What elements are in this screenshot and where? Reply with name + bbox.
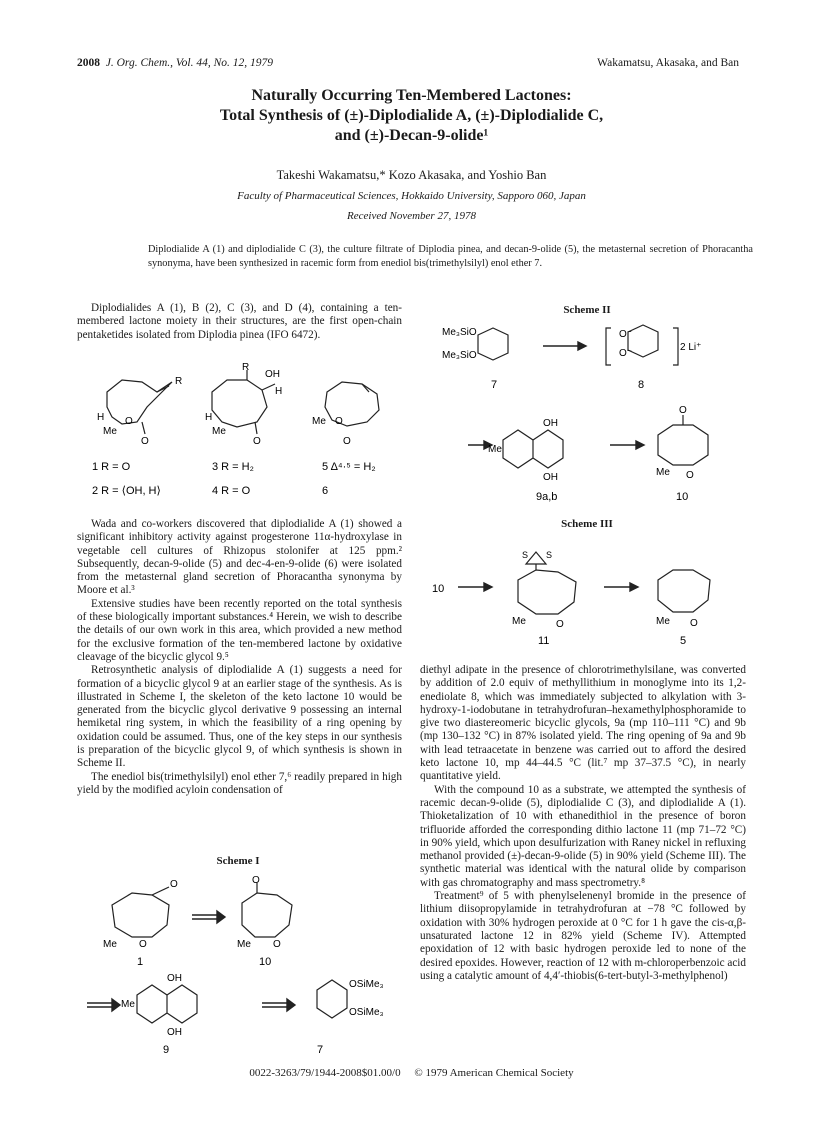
scheme-1-label-10: 10 (259, 956, 272, 968)
bicyclic-glycol-9ab (503, 430, 563, 468)
ring-compound-10 (242, 893, 292, 937)
reaction-arrow (604, 583, 638, 591)
silyl-label: Me₃SiO (442, 350, 477, 361)
retro-arrow (262, 999, 295, 1011)
reaction-arrow (610, 441, 644, 449)
silyl-label: OSiMe₃ (349, 1007, 384, 1018)
scheme-1-title: Scheme I (216, 855, 260, 867)
compound-label-3: 3 R = H₂ (212, 461, 254, 473)
retro-arrow (192, 911, 225, 923)
carbonyl-o-label: O (679, 405, 687, 416)
silyl-label: OSiMe₃ (349, 979, 384, 990)
carbonyl-o-label: O (273, 939, 281, 950)
title-line-2: Total Synthesis of (±)-Diplodialide A, (±)-Diplodialide C, (219, 107, 604, 124)
carbonyl-o-label: O (690, 618, 698, 629)
me-label: Me (488, 444, 502, 455)
paragraph: With the compound 10 as a substrate, we attempted the synthesis of racemic decan-9-olide (5), diplodialide C (3), and diplodialide A (1). Thioketalization of 10 with ethanedithiol in the presence of boron trifluoride afforded the corresponding dithio lactone 11 (mp 71–72 °C) in 90% yield, which upon desulfurization with Raney nickel in refluxing methanol provided (±)-decan-9-olide (5) in 90% yield (Scheme III). The synthetic material was identical with the natural olide by comparison with gas chromatography and mass spectrometry.⁸ (420, 783, 746, 889)
carbonyl-o-5: O (343, 436, 351, 447)
compound-label-6: 6 (322, 485, 329, 497)
me-label: Me (512, 616, 526, 627)
article-code: 0022-3263/79/1944-2008$01.00/0 (249, 1067, 401, 1079)
me-label: Me (121, 999, 135, 1010)
substituent-r-1: R (175, 376, 183, 387)
scheme-3-label-11: 11 (538, 635, 550, 647)
me-label: Me (656, 467, 670, 478)
title-line-1: Naturally Occurring Ten-Membered Lactones: (251, 87, 572, 104)
me-label: Me (103, 939, 117, 950)
compound-label-1: 1 R = O (92, 461, 131, 473)
running-header-left (77, 57, 273, 69)
compound-label-5: 5 Δ⁴·⁵ = H₂ (322, 461, 376, 473)
scheme-1-label-9: 9 (163, 1044, 170, 1056)
sulfur-label: S (546, 550, 553, 560)
right-col-body (420, 664, 746, 983)
paragraph: Diplodialides A (1), B (2), C (3), and D (4), containing a ten-membered lactone moiety in their structures, are the first open-chain pentaketides isolated from Diplodia pinea (IFO 6472). (77, 302, 402, 341)
carbonyl-o-label: O (139, 939, 147, 950)
left-col-intro (77, 302, 402, 342)
bis-silyl-ether-7 (317, 980, 347, 1018)
me-label: Me (237, 939, 251, 950)
carbonyl-o-1: O (141, 436, 149, 447)
paragraph: diethyl adipate in the presence of chlorotrimethylsilane, was converted by addition of 2.0 equiv of methyllithium in monoglyme into its 1,2-enediolate 8, which was immediately subjected to alkylation with 3-hydroxy-1-iodobutane in tetrahydrofuran–hexamethylphosphoramide to give two diastereomeric bicyclic glycols, 9a (mp 110–111 °C) and 9b (mp 130–132 °C) in 87% isolated yield. The ring opening of 9a and 9b with lead tetraacetate in benzene was carried out to afford the desired keto lactone 10, mp 44–44.5 °C (lit.⁷ mp 37–37.5 °C), in nearly quantitative yield. (420, 664, 746, 783)
compound-structures-figure (77, 362, 407, 510)
copyright-notice: © 1979 American Chemical Society (414, 1067, 574, 1079)
macrolactone-ring-3 (212, 380, 267, 427)
abstract: Diplodialide A (1) and diplodialide C (3), the culture filtrate of Diplodia pinea, and decan-9-olide (5), the metasternal secretion of Phoracantha synonyma, have been synthesized in racemic form from enediol bis(trimethylsilyl) enol ether 7. (148, 244, 753, 269)
bicyclic-glycol-9 (137, 985, 197, 1023)
paragraph: Retrosynthetic analysis of diplodialide A (1) suggests a need for formation of a bicyclic glycol 9 at an earlier stage of the synthesis. As is illustrated in Scheme I, the skeleton of the keto lactone 10 would be generated from the bicyclic glycol derivative 9 possessing an internal hemiketal ring system, in which the feasibility of a ring opening by oxidation could be assumed. Thus, one of the key steps in our synthesis is preparation of the bicyclic glycol 9, of which synthesis is shown in Scheme II. (77, 664, 402, 770)
scheme-2-label-7: 7 (491, 379, 498, 391)
footer (0, 1067, 823, 1079)
retro-arrow (87, 999, 120, 1011)
keto-lactone-10 (658, 425, 708, 465)
o-label-1: O (125, 416, 133, 427)
scheme-3-label-10: 10 (432, 583, 445, 595)
scheme-1-label-1: 1 (137, 956, 144, 968)
me-label: Me (656, 616, 670, 627)
me-label-5: Me (312, 416, 326, 427)
me-label-3: Me (212, 426, 226, 437)
h-label-3b: H (205, 412, 213, 423)
compound-label-4: 4 R = O (212, 485, 251, 497)
decanolide-5 (658, 570, 710, 612)
oxide-label: O⁻ (619, 348, 633, 359)
oxide-label: O⁻ (619, 329, 633, 340)
scheme-3-label-5: 5 (680, 635, 687, 647)
scheme-2-label-8: 8 (638, 379, 645, 391)
carbonyl-o-label: O (170, 879, 178, 890)
affiliation: Faculty of Pharmaceutical Sciences, Hokkaido University, Sapporo 060, Japan (237, 190, 586, 202)
scheme-3-title: Scheme III (561, 518, 613, 530)
dithiolane-ring (526, 552, 546, 564)
oh-label: OH (167, 1027, 182, 1038)
title-line-3: and (±)-Decan-9-olide¹ (334, 127, 489, 144)
substituent-r-3: R (242, 362, 250, 373)
silyl-enol-ring-7 (478, 328, 508, 360)
paragraph: Extensive studies have been recently reported on the total synthesis of these biologically important substances.⁴ Herein, we wish to describe the details of our own work in this area, which provided a new method for the exclusive formation of the ten-membered lactone by oxidative cleavage of the bicyclic glycol 9.⁵ (77, 597, 402, 663)
running-authors: Wakamatsu, Akasaka, and Ban (597, 57, 739, 69)
scheme-1-label-7: 7 (317, 1044, 324, 1056)
carbonyl-o-3: O (253, 436, 261, 447)
silyl-label: Me₃SiO (442, 327, 477, 338)
scheme-2-title: Scheme II (563, 304, 611, 316)
scheme-2-figure (418, 320, 748, 510)
ring-compound-1 (112, 893, 169, 937)
reaction-arrow (543, 342, 586, 350)
dithio-lactone-11 (518, 570, 576, 614)
macrolactone-ring-1 (107, 380, 172, 424)
h-label-1: H (97, 412, 105, 423)
carbonyl-o-label: O (252, 875, 260, 886)
scheme-2-label-10: 10 (676, 491, 689, 503)
scheme-2-label-9ab: 9a,b (536, 491, 558, 503)
paragraph: Treatment⁹ of 5 with phenylselenenyl bromide in the presence of lithium diisopropylamide in tetrahydrofuran at −78 °C followed by oxidation with 30% hydrogen peroxide at 0 °C for 1 h gave the cis-α,β-unsaturated lactone 12 in 82% yield (Scheme IV). Attempted epoxidation of 12 with basic hydrogen peroxide led to none of the desired epoxides. However, reaction of 12 with m-chloroperbenzoic acid using a catalytic amount of 4,4′-thiobis(6-tert-butyl-3-methylphenol) (420, 890, 746, 982)
oh-label: OH (543, 418, 558, 429)
received-date: Received November 27, 1978 (347, 210, 476, 222)
oh-label: OH (543, 472, 558, 483)
left-col-body (77, 518, 402, 797)
author-list: Takeshi Wakamatsu,* Kozo Akasaka, and Yoshio Ban (276, 168, 547, 182)
scheme-3-figure (418, 532, 748, 652)
compound-label-2: 2 R = ⟨OH, H⟩ (92, 485, 161, 497)
paragraph: Wada and co-workers discovered that diplodialide A (1) showed a significant inhibitory activity against progesterone 11α-hydroxylase in vegetable cell cultures of Rhizopus stolonifer at 125 ppm.² Subsequently, decan-9-olide (5) and dec-4-en-9-olide (6) were isolated from the metasternal gland secretion of Phoracantha synonyma by Moore et al.³ (77, 518, 402, 597)
carbonyl-o-label: O (686, 470, 694, 481)
o-label-5: O (335, 416, 343, 427)
bracket (606, 328, 678, 365)
oh-label: OH (167, 973, 182, 984)
reaction-arrow (458, 583, 492, 591)
page-number: 2008 (77, 57, 100, 69)
h-label-3: H (275, 386, 283, 397)
lithium-label: 2 Li⁺ (680, 342, 702, 353)
journal-citation: J. Org. Chem., Vol. 44, No. 12, 1979 (105, 57, 274, 69)
enediolate-ring-8 (628, 325, 658, 357)
me-label-1: Me (103, 426, 117, 437)
carbonyl-o-label: O (556, 619, 564, 630)
macrolactone-ring-5 (325, 382, 379, 426)
paragraph: The enediol bis(trimethylsilyl) enol ether 7,⁶ readily prepared in high yield by the modified acyloin condensation of (77, 770, 402, 796)
scheme-1-figure (77, 875, 407, 1060)
oh-label-3: OH (265, 369, 280, 380)
sulfur-label: S (522, 550, 529, 560)
